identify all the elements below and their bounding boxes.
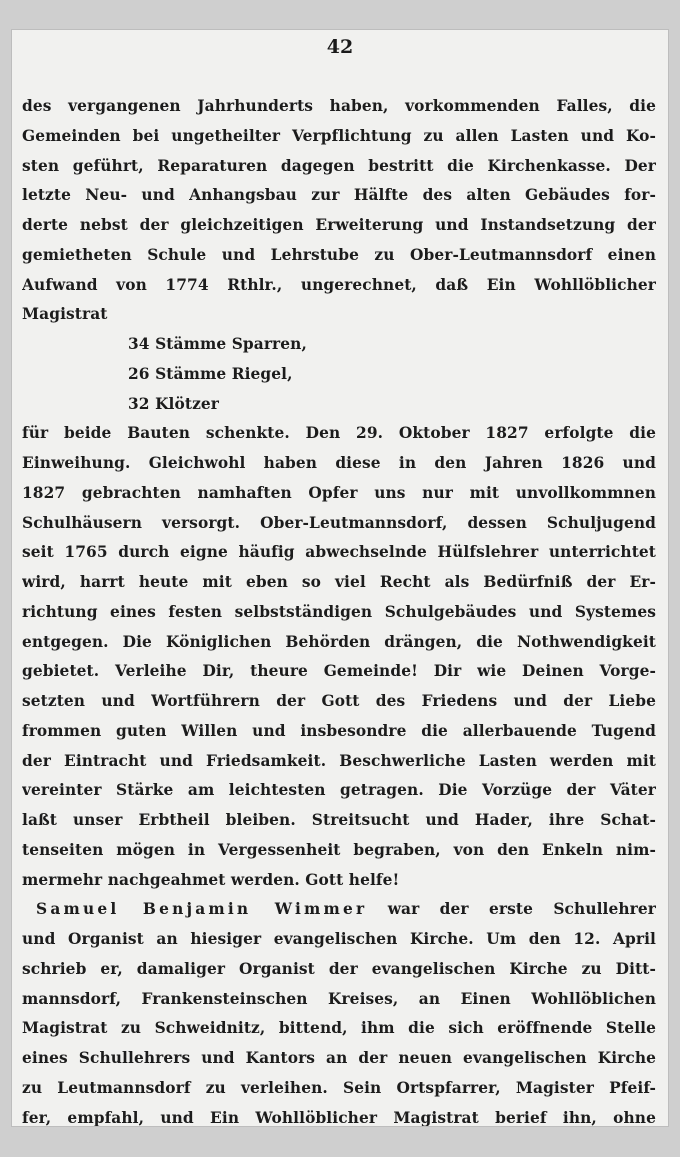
page-number: 42 [326, 36, 354, 58]
text-line: Einweihung. Gleichwohl haben diese in den Jahren 1826 und [22, 454, 656, 472]
text-line: 1827 gebrachten namhaften Opfer uns nur mit unvollkommnen [22, 483, 656, 502]
paragraph-1 [22, 92, 656, 330]
book-page [12, 30, 668, 1126]
text-line: Magistrat [22, 305, 108, 324]
text-line [22, 895, 656, 925]
text-line: entgegen. Die Königlichen Behörden drängen, die Nothwendigkeit [22, 632, 656, 651]
list-item: 34 Stämme Sparren, [128, 335, 307, 353]
text-line: wird, harrt heute mit eben so viel Recht als Bedürfniß der Er- [22, 573, 656, 591]
text-line: Schulhäusern versorgt. Ober-Leutmannsdorf, dessen Schuljugend [22, 513, 656, 532]
text-line: und Organist an hiesiger evangelischen Kirche. Um den 12. April [22, 930, 656, 948]
paragraph-2 [22, 419, 656, 895]
person-name: Samuel Benjamin Wimmer [36, 900, 368, 919]
text-line: derte nebst der gleichzeitigen Erweiterung und Instandsetzung der [22, 216, 656, 234]
text-line: zu Leutmannsdorf zu verleihen. Sein Ortspfarrer, Magister Pfeif- [22, 1078, 656, 1097]
text-line: für beide Bauten schenkte. Den 29. Oktober 1827 erfolgte die [22, 424, 656, 443]
text-line: fer, empfahl, und Ein Wohllöblicher Magistrat berief ihn, ohne [22, 1108, 656, 1126]
text-line: gemietheten Schule und Lehrstube zu Ober-Leutmannsdorf einen [22, 245, 656, 264]
text-line: setzten und Wortführern der Gott des Friedens und der Liebe [22, 692, 656, 710]
paragraph-3 [22, 895, 656, 1126]
text-line: Gemeinden bei ungetheilter Verpflichtung zu allen Lasten und Ko- [22, 126, 656, 145]
timber-list [22, 330, 656, 419]
text-line: richtung eines festen selbstständigen Schulgebäudes und Systemes [22, 602, 656, 621]
list-item: 32 Klötzer [128, 394, 220, 413]
text-span: war der erste Schullehrer [387, 900, 656, 919]
text-line: mannsdorf, Frankensteinschen Kreises, an Einen Wohllöblichen [22, 989, 656, 1008]
text-line: letzte Neu- und Anhangsbau zur Hälfte des alten Gebäudes for- [22, 186, 656, 205]
list-item: 26 Stämme Riegel, [128, 364, 293, 383]
text-line: Magistrat zu Schweidnitz, bittend, ihm die sich eröffnende Stelle [22, 1019, 656, 1038]
text-line: tenseiten mögen in Vergessenheit begraben, von den Enkeln nim- [22, 840, 656, 859]
text-line: frommen guten Willen und insbesondre die allerbauende Tugend [22, 721, 656, 740]
text-line: vereinter Stärke am leichtesten getragen. Die Vorzüge der Väter [22, 781, 656, 800]
text-line: laßt unser Erbtheil bleiben. Streitsucht und Hader, ihre Schat- [22, 811, 656, 829]
text-line: der Eintracht und Friedsamkeit. Beschwerliche Lasten werden mit [22, 751, 656, 770]
text-line: eines Schullehrers und Kantors an der neuen evangelischen Kirche [22, 1049, 656, 1067]
text-line: gebietet. Verleihe Dir, theure Gemeinde! Dir wie Deinen Vorge- [22, 662, 656, 681]
text-line: Aufwand von 1774 Rthlr., ungerechnet, daß Ein Wohllöblicher [22, 275, 656, 294]
text-line: seit 1765 durch eigne häufig abwechselnde Hülfslehrer unterrichtet [22, 543, 656, 562]
page-text [22, 92, 656, 1126]
text-line: mermehr nachgeahmet werden. Gott helfe! [22, 870, 400, 889]
text-line: sten geführt, Reparaturen dagegen bestritt die Kirchenkasse. Der [22, 156, 656, 175]
text-line: des vergangenen Jahrhunderts haben, vorkommenden Falles, die [22, 97, 656, 115]
text-line: schrieb er, damaliger Organist der evangelischen Kirche zu Ditt- [22, 959, 656, 978]
